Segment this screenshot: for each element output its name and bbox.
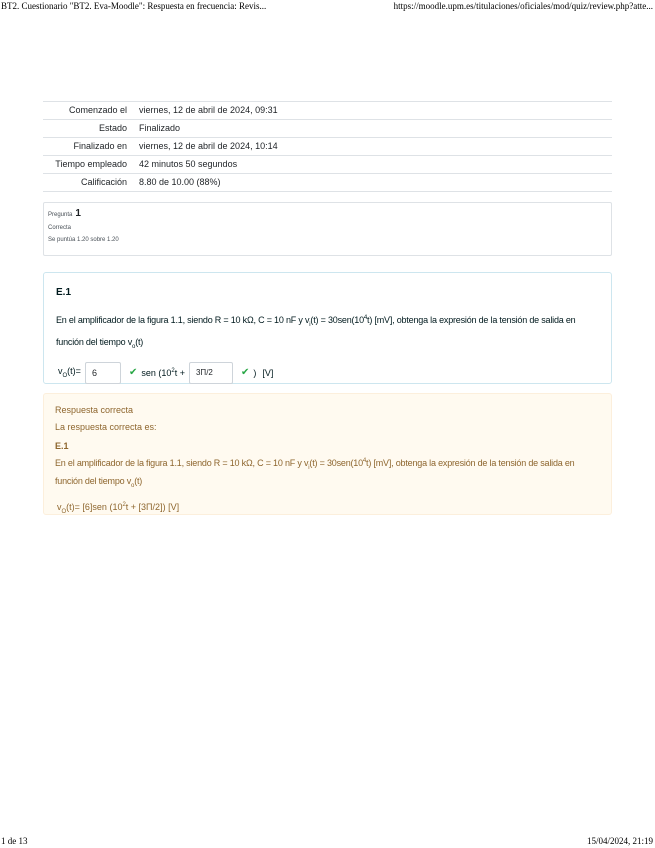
feedback-correct-intro: La respuesta correcta es:: [55, 422, 157, 432]
question-title: E.1: [56, 287, 72, 298]
question-number: [48, 208, 607, 219]
answer-line: [56, 362, 599, 384]
question-number-label: Pregunta: [48, 212, 73, 218]
summary-value: 42 minutos 50 segundos: [135, 156, 612, 174]
question-number-value: 1: [75, 208, 81, 219]
feedback-box: [43, 393, 612, 515]
summary-label: Calificación: [43, 174, 135, 192]
print-header: [0, 1, 655, 11]
feedback-title: E.1: [55, 441, 69, 451]
print-header-url: https://moodle.upm.es/titulaciones/oficiales/mod/quiz/review.php?atte...: [393, 1, 653, 11]
summary-row-state: [43, 120, 612, 138]
answer-prefix: $v_O(t)=$: [58, 366, 81, 379]
summary-label: Comenzado el: [43, 102, 135, 120]
question-text: En el amplificador de la figura 1.1, siendo R = 10 kΩ, C = 10 nF y $v_i(t) = 30sen(10^4t)$ [mV], obtenga la expresión de la tensión de salida en función del tiempo $v_o(t)$: [56, 315, 576, 350]
summary-value: Finalizado: [135, 120, 612, 138]
print-header-title: BT2. Cuestionario "BT2. Eva-Moodle": Respuesta en frecuencia: Revis...: [1, 1, 267, 11]
feedback-correct-answer: $v_O(t)= [6]sen$ $(10^2t + [3\Pi/2])$ [V]: [57, 501, 180, 515]
summary-row-finished: [43, 138, 612, 156]
summary-label: Estado: [43, 120, 135, 138]
quiz-summary-table: [43, 101, 612, 192]
question-formulation: [43, 272, 612, 384]
summary-value: 8.80 de 10.00 (88%): [135, 174, 612, 192]
answer-unit: [V]: [262, 367, 274, 378]
answer-sen-label: sen ($10^2t$ +: [141, 367, 185, 378]
summary-label: Finalizado en: [43, 138, 135, 156]
feedback-question-text: En el amplificador de la figura 1.1, siendo R = 10 kΩ, C = 10 nF y $v_i(t) = 30sen(10^4t)$ [mV], obtenga la expresión de la tensión de salida en función del tiempo $v_o(t)$: [55, 458, 575, 489]
answer-close-paren: ): [253, 367, 257, 378]
summary-row-time: [43, 156, 612, 174]
correct-check-icon: ✔: [128, 367, 138, 379]
summary-value: viernes, 12 de abril de 2024, 10:14: [135, 138, 612, 156]
feedback-result: Respuesta correcta: [55, 405, 134, 415]
summary-row-started: [43, 102, 612, 120]
answer-phase-input[interactable]: 3Π/2: [189, 362, 233, 384]
page-counter: 1 de 13: [1, 836, 28, 846]
print-footer: [0, 836, 655, 846]
question-state: Correcta: [48, 225, 72, 231]
question-grade: Se puntúa 1.20 sobre 1.20: [48, 237, 119, 243]
summary-row-grade: [43, 174, 612, 192]
correct-check-icon: ✔: [240, 367, 250, 379]
summary-label: Tiempo empleado: [43, 156, 135, 174]
print-timestamp: 15/04/2024, 21:19: [586, 836, 653, 846]
question-info-box: [43, 202, 612, 256]
summary-value: viernes, 12 de abril de 2024, 09:31: [135, 102, 612, 120]
answer-amplitude-input[interactable]: 6: [85, 362, 121, 384]
